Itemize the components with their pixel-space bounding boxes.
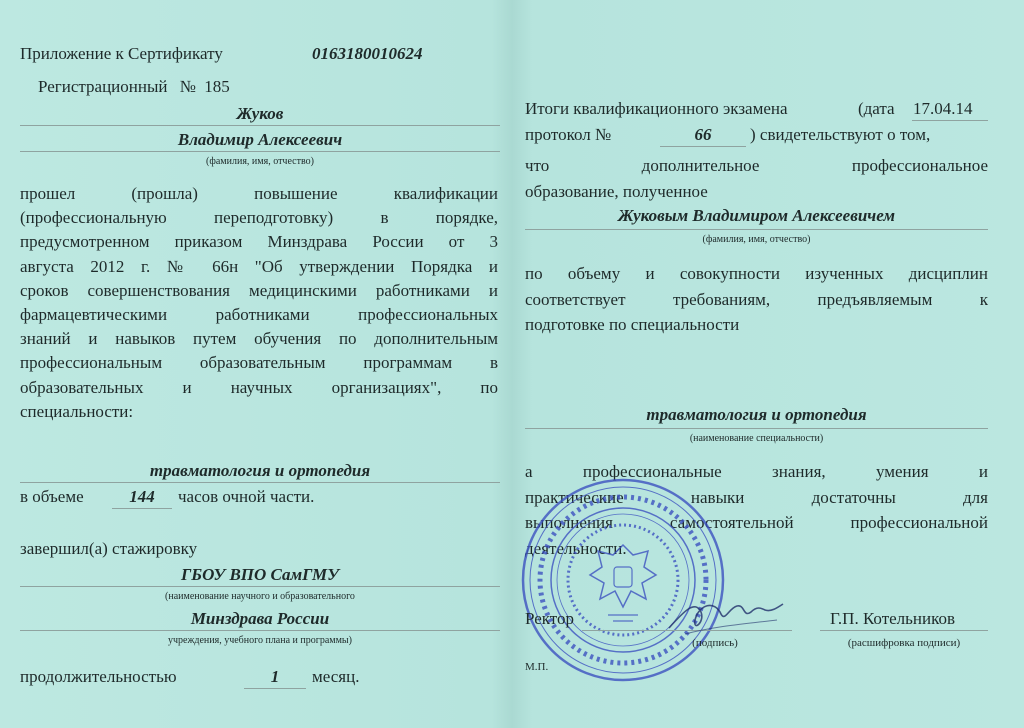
certificate-number: 0163180010624 bbox=[312, 44, 423, 63]
exam-line: образование, полученное bbox=[525, 182, 708, 201]
holder-surname: Жуков bbox=[236, 104, 284, 123]
protocol-rest: ) свидетельствуют о том, bbox=[750, 125, 931, 144]
left-body-line: августа 2012 г. № 66н "Об утверждении Порядка и bbox=[20, 256, 498, 276]
rector-label: Ректор bbox=[525, 609, 575, 628]
left-body-line: фармацевтическими работниками профессиональных bbox=[20, 305, 498, 325]
protocol-label: протокол № bbox=[525, 125, 612, 144]
right-body-line: по объему и совокупности изученных дисциплин bbox=[525, 264, 988, 283]
official-seal-icon bbox=[518, 475, 728, 685]
exam-date-underline bbox=[912, 120, 988, 121]
right-body-line: соответствует требованиям, предъявляемым к bbox=[525, 289, 988, 309]
signer-name-underline bbox=[820, 630, 988, 631]
left-body-text bbox=[20, 182, 498, 424]
duration-value: 1 bbox=[270, 667, 280, 686]
specialty-left: травматология и ортопедия bbox=[149, 461, 371, 480]
left-body-line: специальности: bbox=[20, 401, 134, 421]
exam-line: что дополнительное профессиональное bbox=[525, 156, 988, 175]
stamp-place: М.П. bbox=[525, 661, 549, 673]
internship-institution: ГБОУ ВПО СамГМУ bbox=[181, 565, 339, 584]
conclusion-line: деятельности. bbox=[525, 538, 627, 558]
signer-name: Г.П. Котельников bbox=[830, 609, 956, 628]
appendix-label: Приложение к Сертификату bbox=[20, 44, 223, 63]
surname-underline bbox=[20, 125, 500, 126]
registration-number: 185 bbox=[204, 77, 230, 96]
holder-instrumental-caption: (фамилия, имя, отчество) bbox=[702, 234, 811, 245]
conclusion-line: практические навыки достаточны для bbox=[525, 487, 988, 507]
left-body-line: образовательных и научных организациях", по bbox=[20, 377, 498, 397]
exam-date-label: (дата bbox=[858, 99, 895, 118]
conclusion-line: а профессиональные знания, умения и bbox=[525, 462, 988, 481]
exam-title: Итоги квалификационного экзамена bbox=[525, 99, 788, 118]
protocol-number: 66 bbox=[694, 125, 712, 144]
right-body-text bbox=[525, 261, 988, 338]
specialty-right-underline bbox=[525, 428, 988, 429]
holder-instrumental-underline bbox=[525, 229, 988, 230]
left-body-line: прошел (прошла) повышение квалификации bbox=[20, 184, 498, 203]
holder-caption: (фамилия, имя, отчество) bbox=[206, 156, 314, 167]
appendix-heading bbox=[20, 44, 223, 64]
given-names-underline bbox=[20, 151, 500, 152]
specialty-right: травматология и ортопедия bbox=[646, 405, 867, 424]
duration-underline bbox=[244, 688, 306, 689]
handwritten-signature-icon bbox=[665, 590, 785, 640]
left-body-line: сроков совершенствования медицинскими работниками и bbox=[20, 280, 498, 300]
registration-label: Регистрационный bbox=[38, 77, 168, 96]
exam-text bbox=[525, 153, 988, 205]
duration-suffix: месяц. bbox=[312, 667, 360, 686]
left-body-line: знаний и навыков путем обучения по дополнительным bbox=[20, 329, 498, 349]
internship-caption-1: (наименование научного и образовательного bbox=[165, 591, 355, 602]
volume-prefix: в объеме bbox=[20, 487, 84, 506]
left-body-line: предусмотренном приказом Минздрава России от 3 bbox=[20, 232, 498, 252]
right-body-line: подготовке по специальности bbox=[525, 315, 740, 334]
left-body-line: профессиональным образовательным программам в bbox=[20, 353, 498, 373]
internship-ministry: Минздрава России bbox=[190, 609, 330, 628]
registration-sign: № bbox=[179, 77, 196, 96]
left-body-line: (профессиональную переподготовку) в порядке, bbox=[20, 208, 498, 228]
specialty-left-underline bbox=[20, 482, 500, 483]
hours-underline bbox=[112, 508, 172, 509]
protocol-underline bbox=[660, 146, 746, 147]
ministry-underline bbox=[20, 630, 500, 631]
conclusion-line: выполнения самостоятельной профессиональной bbox=[525, 513, 988, 532]
volume-hours: 144 bbox=[129, 487, 155, 506]
exam-date-value: 17.04.14 bbox=[913, 99, 973, 118]
signer-name-caption: (расшифровка подписи) bbox=[847, 637, 961, 649]
internship-caption-2: учреждения, учебного плана и программы) bbox=[168, 635, 352, 646]
internship-label: завершил(а) стажировку bbox=[20, 539, 198, 558]
volume-suffix: часов очной части. bbox=[178, 487, 315, 506]
signature-caption: (подпись) bbox=[692, 637, 738, 649]
registration-line bbox=[38, 77, 230, 97]
duration-prefix: продолжительностью bbox=[20, 667, 177, 686]
specialty-right-caption: (наименование специальности) bbox=[689, 433, 824, 444]
holder-instrumental-name: Жуковым Владимиром Алексеевичем bbox=[618, 206, 895, 225]
holder-given-names: Владимир Алексеевич bbox=[177, 130, 343, 149]
institution-underline bbox=[20, 586, 500, 587]
